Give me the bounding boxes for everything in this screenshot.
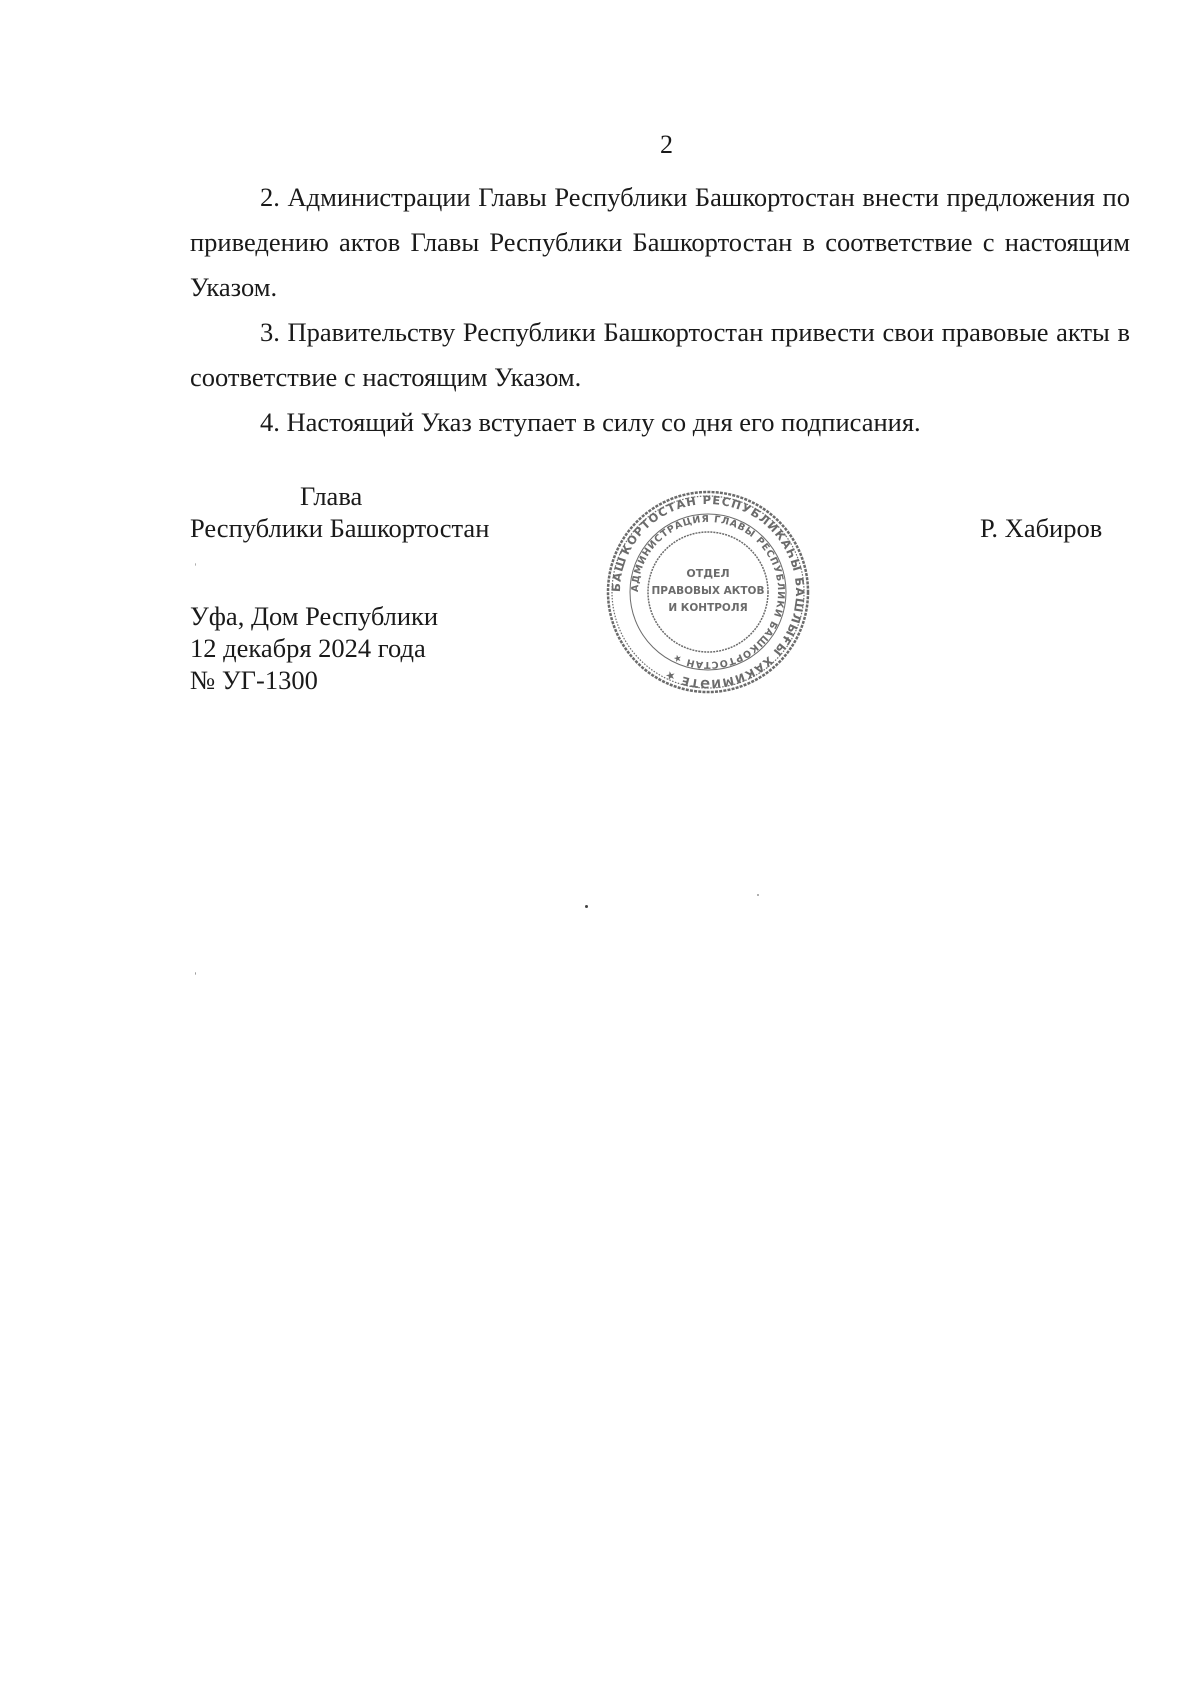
stamp-outer-ring-text: БАШҠОРТОСТАН РЕСПУБЛИКАҺЫ БАШЛЫҒЫ ХАКИМИӘТЕ ★ xyxy=(608,492,808,692)
paragraph-3: 3. Правительству Республики Башкортостан привести свои правовые акты в соответствие с настоящим Указом. xyxy=(190,317,1130,392)
signer-title-line-1: Глава xyxy=(300,481,363,511)
scan-speck xyxy=(195,563,196,566)
signer-name: Р. Хабиров xyxy=(980,513,1103,543)
paragraph-4: 4. Настоящий Указ вступает в силу со дня его подписания. xyxy=(260,407,921,437)
document-number: № УГ-1300 xyxy=(190,665,318,695)
official-stamp xyxy=(603,487,813,697)
signer-title-line-2: Республики Башкортостан xyxy=(190,513,490,543)
place: Уфа, Дом Республики xyxy=(190,601,439,631)
document-date: 12 декабря 2024 года xyxy=(190,633,426,663)
paragraph-2: 2. Администрации Главы Республики Башкортостан внести предложения по приведению актов Главы Республики Башкортостан в соответствие с настоящим Указом. xyxy=(190,182,1130,302)
scan-speck xyxy=(757,894,759,896)
stamp-inner-ring-text: АДМИНИСТРАЦИЯ ГЛАВЫ РЕСПУБЛИКИ БАШКОРТОСТАН ★ xyxy=(629,513,787,671)
stamp-center-line-1: ОТДЕЛ xyxy=(686,567,730,580)
stamp-seal-icon xyxy=(603,487,813,697)
scan-speck xyxy=(585,905,588,908)
stamp-center-line-3: И КОНТРОЛЯ xyxy=(668,602,748,614)
stamp-center-line-2: ПРАВОВЫХ АКТОВ xyxy=(651,585,765,597)
scan-speck xyxy=(195,972,196,975)
page-number: 2 xyxy=(660,130,673,159)
